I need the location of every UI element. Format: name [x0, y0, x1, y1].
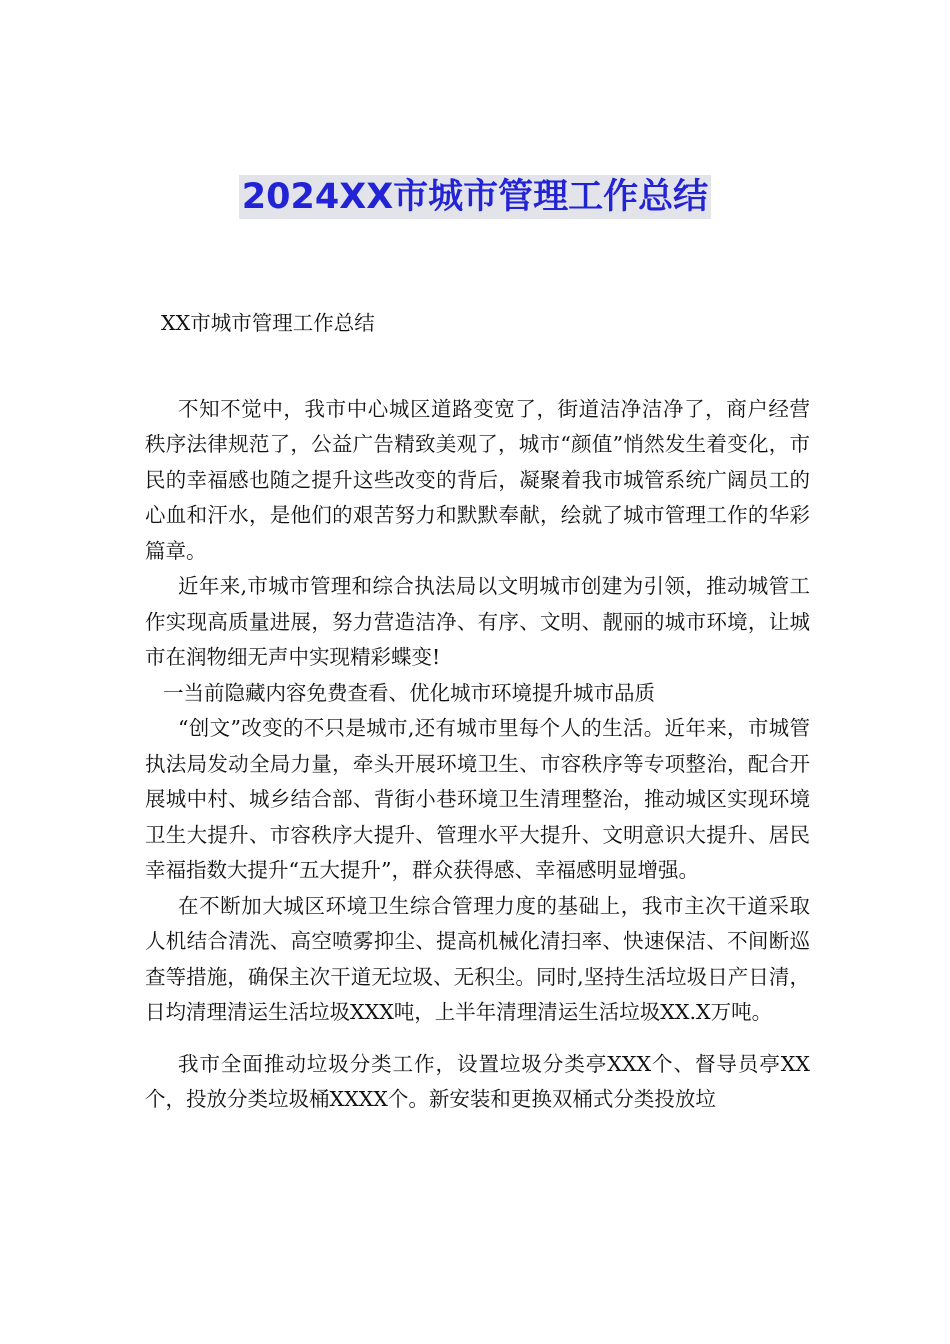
section-heading: 一当前隐藏内容免费查看、优化城市环境提升城市品质 — [163, 680, 655, 705]
paragraph-garbage-sorting: 我市全面推动垃圾分类工作，设置垃圾分类亭XXX个、督导员亭XX个，投放分类垃圾桶XXXX个。新安装和更换双桶式分类投放垃 — [145, 1051, 810, 1111]
paragraph-sanitation: 在不断加大城区环境卫生综合管理力度的基础上，我市主次干道采取人机结合清洗、高空喷雾抑尘、提高机械化清扫率、快速保洁、不间断巡查等措施，确保主次干道无垃圾、无积尘。同时,坚持生活垃圾日产日清，日均清理清运生活垃圾XXX吨，上半年清理清运生活垃圾XX.X万吨。 — [145, 893, 810, 1024]
document-subtitle: XX市城市管理工作总结 — [161, 311, 375, 335]
paragraph-civilization: “创文”改变的不只是城市,还有城市里每个人的生活。近年来，市城管执法局发动全局力量，牵头开展环境卫生、市容秩序等专项整治，配合开展城中村、城乡结合部、背街小巷环境卫生清理整治，推动城区实现环境卫生大提升、市容秩序大提升、管理水平大提升、文明意识大提升、居民幸福指数大提升“五大提升”，群众获得感、幸福感明显增强。 — [145, 716, 810, 882]
title-container — [0, 175, 950, 219]
paragraph-overview: 近年来,市城市管理和综合执法局以文明城市创建为引领，推动城管工作实现高质量进展，努力营造洁净、有序、文明、靓丽的城市环境，让城市在润物细无声中实现精彩蝶变! — [145, 574, 810, 669]
paragraph-intro: 不知不觉中，我市中心城区道路变宽了，街道洁净洁净了，商户经营秩序法律规范了，公益广告精致美观了，城市“颜值”悄然发生着变化，市民的幸福感也随之提升这些改变的背后，凝聚着我市城管系统广阔员工的心血和汗水，是他们的艰苦努力和默默奉献，绘就了城市管理工作的华彩篇章。 — [145, 396, 810, 563]
document-title: 2024XX市城市管理工作总结 — [239, 175, 711, 219]
document-body — [145, 306, 810, 1118]
